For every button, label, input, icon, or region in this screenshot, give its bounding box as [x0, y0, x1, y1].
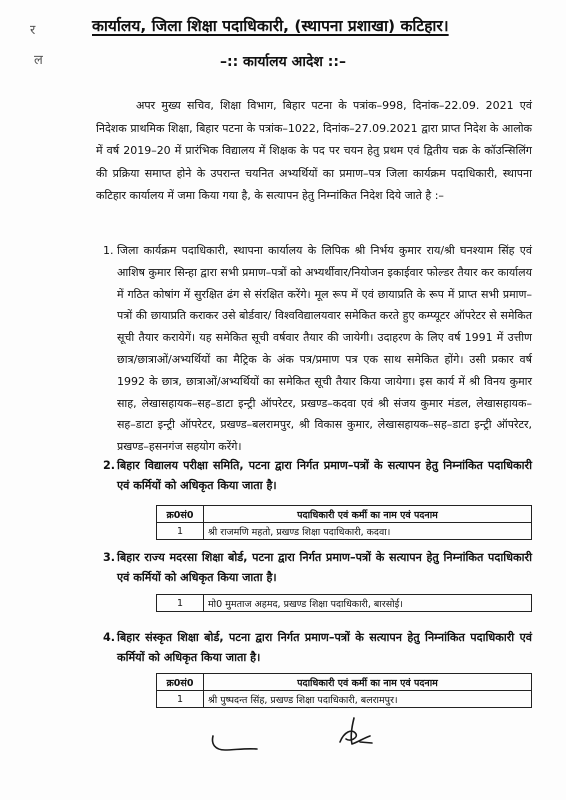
item-number: 3.: [103, 551, 116, 564]
table-row: [157, 691, 532, 708]
instruction-item-2: [103, 456, 532, 496]
cell-serial: 1: [157, 691, 204, 708]
instruction-item-4: [103, 628, 532, 668]
handwritten-signature-1: [205, 728, 265, 758]
cell-officer: श्री पुष्पदन्त सिंह, प्रखण्ड शिक्षा पदाधिकारी, बलरामपुर।: [204, 691, 532, 708]
col-header-name: पदाधिकारी एवं कर्मी का नाम एवं पदनाम: [204, 674, 532, 691]
order-heading: –:: कार्यालय आदेश ::–: [219, 54, 346, 70]
item-number: 4.: [103, 631, 116, 644]
col-header-name: पदाधिकारी एवं कर्मी का नाम एवं पदनाम: [204, 506, 532, 523]
cell-officer: श्री राजमणि महतो, प्रखण्ड शिक्षा पदाधिकारी, कदवा।: [204, 523, 532, 540]
cell-serial: 1: [157, 595, 204, 612]
margin-mark-1: र: [30, 23, 36, 38]
item-number: 1.: [103, 244, 114, 257]
margin-mark-2: ल: [34, 53, 43, 68]
item-text: बिहार राज्य मदरसा शिक्षा बोर्ड, पटना द्वारा निर्गत प्रमाण–पत्रों के सत्यापन हेतु निम्नांकित पदाधिकारी एवं कर्मियों को अधिकृत किया जाता है।: [117, 551, 532, 584]
handwritten-signature-2: [330, 712, 380, 752]
item-text: बिहार संस्कृत शिक्षा बोर्ड, पटना द्वारा निर्गत प्रमाण–पत्रों के सत्यापन हेतु निम्नांकित पदाधिकारी एवं कर्मियों को अधिकृत किया जाता है।: [117, 631, 532, 664]
cell-serial: 1: [157, 523, 204, 540]
table-header-row: [157, 506, 532, 523]
office-title: कार्यालय, जिला शिक्षा पदाधिकारी, (स्थापना प्रशाखा) कटिहार।: [92, 17, 449, 35]
instruction-item-1: [103, 240, 532, 458]
col-header-serial: क्र0सं0: [157, 506, 204, 523]
instruction-item-3: [103, 548, 532, 588]
table-header-row: [157, 674, 532, 691]
col-header-serial: क्र0सं0: [157, 674, 204, 691]
officer-table-madrasa: [156, 594, 532, 612]
item-text: बिहार विद्यालय परीक्षा समिति, पटना द्वारा निर्गत प्रमाण–पत्रों के सत्यापन हेतु निम्नांकित पदाधिकारी एवं कर्मियों को अधिकृत किया जाता है।: [117, 459, 532, 492]
cell-officer: मो0 मुमताज अहमद, प्रखण्ड शिक्षा पदाधिकारी, बारसोई।: [204, 595, 532, 612]
table-row: [157, 595, 532, 612]
table-row: [157, 523, 532, 540]
intro-paragraph: अपर मुख्य सचिव, शिक्षा विभाग, बिहार पटना के पत्रांक–998, दिनांक–22.09. 2021 एवं निदेशक प्राथमिक शिक्षा, बिहार पटना के पत्रांक–1022, दिनांक–27.09.2021 द्वारा प्राप्त निदेश के आलोक में वर्ष 2019–20 में प्रारंभिक विद्यालय में शिक्षक के पद पर चयन हेतु प्रथम एवं द्वितीय चक्र के कॉउन्सिलिंग की प्रक्रिया समाप्त होने के उपरान्त चयनित अभ्यर्थियों का प्रमाण–पत्र जिला कार्यक्रम पदाधिकारी, स्थापना कटिहार कार्यालय में जमा किया गया है, के सत्यापन हेतु निम्नांकित निदेश दिये जाते है :–: [96, 99, 532, 202]
item-text: जिला कार्यक्रम पदाधिकारी, स्थापना कार्यालय के लिपिक श्री निर्भय कुमार राय/श्री घनश्याम सिंह एवं आशिष कुमार सिन्हा द्वारा सभी प्रमाण–पत्रों को अभ्यर्थीवार/नियोजन इकाईवार फोल्डर तैयार कर कार्यालय में गठित कोषांग में सुरक्षित ढंग से संरक्षित करेंगे। मूल रूप में एवं छायाप्रति के रूप में प्राप्त सभी प्रमाण–पत्रों की छायाप्रति कराकर उसे बोर्डवार/ विश्वविद्यालयवार समेकित करते हुए कम्प्यूटर ऑपरेटर से समेकित सूची तैयार करायेगें। यह समेकित सूची वर्षवार तैयार की जायेगी। उदाहरण के लिए वर्ष 1991 में उत्तीण छात्र/छात्राओं/अभ्यर्थियों का मैट्रिक के अंक पत्र/प्रमाण पत्र एक साथ समेकित होंगे। उसी प्रकार वर्ष 1992 के छात्र, छात्राओं/अभ्यर्थियों का समेकित सूची तैयार किया जायेगा। इस कार्य में श्री विनय कुमार साह, लेखासहायक–सह–डाटा इन्ट्री ऑपरेटर, प्रखण्ड–कदवा एवं श्री संजय कुमार मंडल, लेखासहायक–सह–डाटा इन्ट्री ऑपरेटर, प्रखण्ड–बलरामपुर, श्री विकास कुमार, लेखासहायक–सह–डाटा इन्ट्री ऑपरेटर, प्रखण्ड–हसनगंज सहयोग करेंगे।: [117, 244, 532, 454]
item-number: 2.: [103, 459, 116, 472]
officer-table-bseb: [156, 505, 532, 540]
officer-table-sanskrit: [156, 673, 532, 708]
